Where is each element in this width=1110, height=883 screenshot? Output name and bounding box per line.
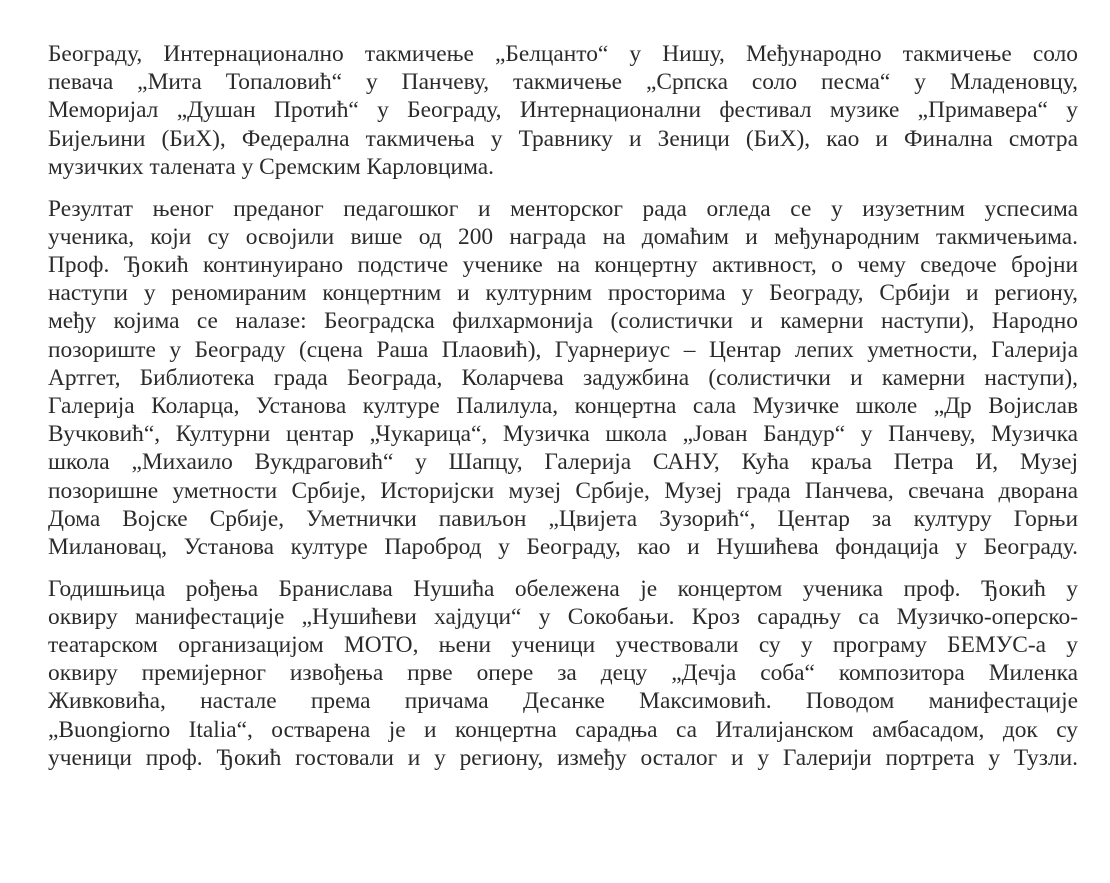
text-line: оквиру премијерног извођења прве опере за децу „Дечја соба“ композитора Миленка [48, 660, 1078, 687]
text-line: Резултат њеног преданог педагошког и менторског рада огледа се у изузетним успесима [48, 195, 1078, 222]
text-line: „Buongiorno Italia“, остварена је и концертна сарадња са Италијанском амбасадом, док су [48, 716, 1078, 743]
text-line: Дома Војске Србије, Уметнички павиљон „Цвијета Зузорић“, Центар за културу Горњи [48, 505, 1078, 532]
text-line: музичких талената у Сремским Карловцима. [48, 153, 494, 180]
paragraph-2 [48, 195, 1078, 562]
text-line: Галерија Коларца, Установа културе Палилула, концертна сала Музичке школе „Др Војислав [48, 392, 1078, 419]
paragraph-1 [48, 40, 1078, 181]
paragraph-3 [48, 575, 1078, 772]
text-line: певача „Мита Топаловић“ у Панчеву, такмичење „Српска соло песма“ у Младеновцу, [48, 69, 1078, 96]
text-line: Артгет, Библиотека града Београда, Коларчева задужбина (солистички и камерни наступи), [48, 364, 1078, 391]
text-line: Годишњица рођења Бранислава Нушића обележена је концертом ученика проф. Ђокић у [48, 575, 1078, 602]
text-line: театарском организацијом МОТО, њени ученици учествовали су у програму БЕМУС-а у [48, 632, 1078, 659]
text-line: Живковића, настале према причама Десанке Максимовић. Поводом манифестације [48, 688, 1078, 715]
text-line: Вучковић“, Културни центар „Чукарица“, Музичка школа „Јован Бандур“ у Панчеву, Музичка [48, 421, 1078, 448]
document-body [48, 40, 1078, 786]
text-line: позориште у Београду (сцена Раша Плаовић), Гуарнериус – Центар лепих уметности, Галерија [48, 336, 1078, 363]
text-line: Меморијал „Душан Протић“ у Београду, Интернационални фестивал музике „Примавера“ у [48, 97, 1078, 124]
text-line: наступи у реномираним концертним и културним просторима у Београду, Србији и региону, [48, 280, 1078, 307]
text-line: Бијељини (БиХ), Федерална такмичења у Травнику и Зеници (БиХ), као и Финална смотра [48, 125, 1078, 152]
text-line: Београду, Интернационално такмичење „Белцанто“ у Нишу, Међународно такмичење соло [48, 41, 1078, 67]
text-line: ученици проф. Ђокић гостовали и у региону, између осталог и у Галерији портрета у Тузли. [48, 744, 1078, 771]
text-line: оквиру манифестације „Нушићеви хајдуци“ у Сокобањи. Кроз сарадњу са Музичко-оперско- [48, 603, 1078, 630]
text-line: позоришне уметности Србије, Историјски музеј Србије, Музеј града Панчева, свечана дворана [48, 477, 1078, 504]
text-line: међу којима се налазе: Београдска филхармонија (солистички и камерни наступи), Народно [48, 308, 1078, 335]
text-line: школа „Михаило Вукдраговић“ у Шапцу, Галерија САНУ, Кућа краља Петра И, Музеј [48, 449, 1078, 476]
text-line: ученика, који су освојили више од 200 награда на домаћим и међународним такмичењима. [48, 223, 1078, 250]
text-line: Проф. Ђокић континуирано подстиче ученике на концертну активност, о чему сведоче бројни [48, 251, 1078, 278]
text-line: Милановац, Установа културе Пароброд у Београду, као и Нушићева фондација у Београду. [48, 533, 1078, 560]
